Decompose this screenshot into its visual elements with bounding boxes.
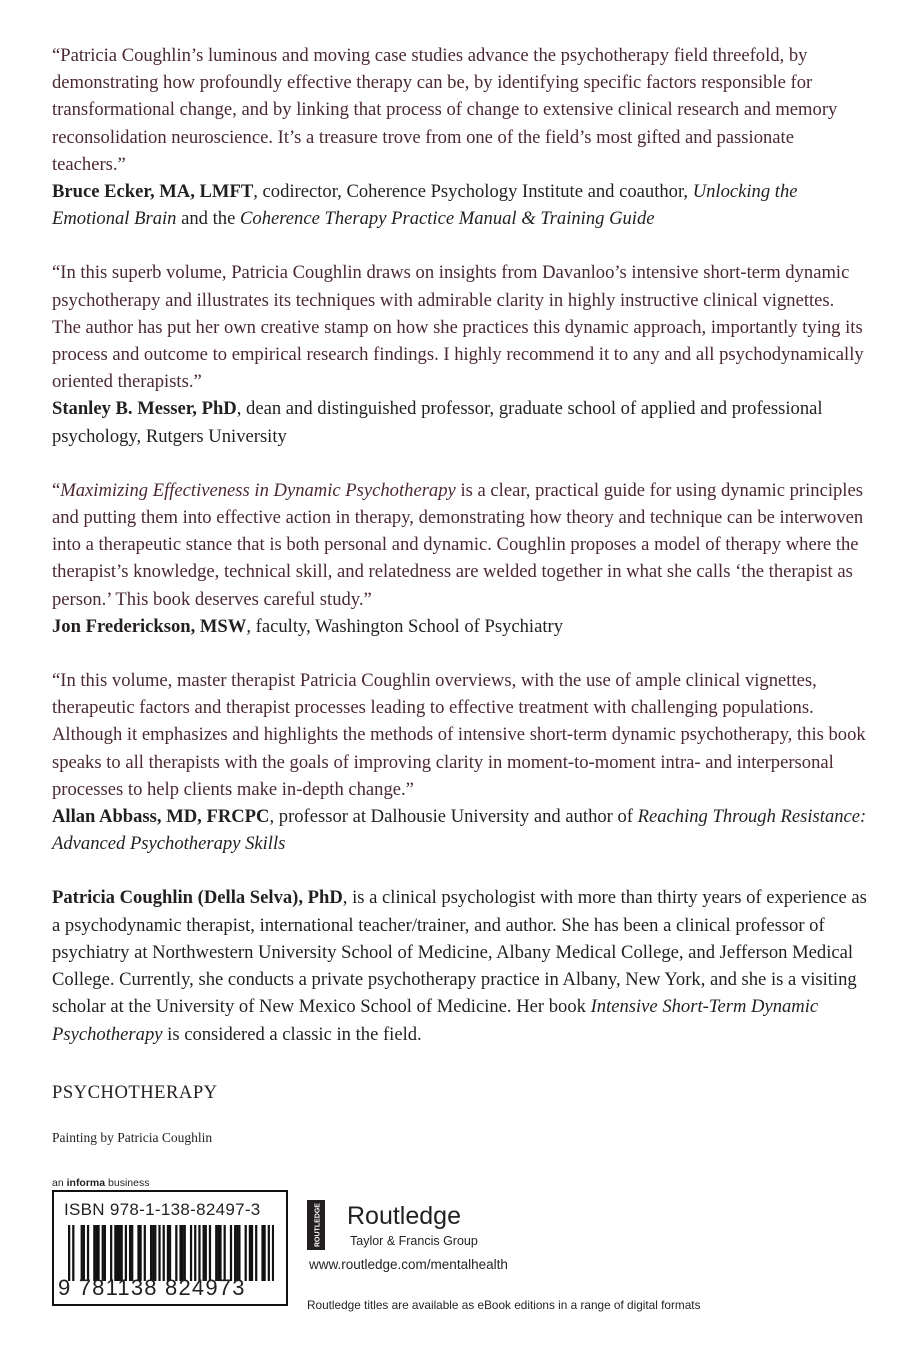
- barcode-bar: [125, 1225, 127, 1281]
- barcode-bar: [179, 1225, 181, 1281]
- barcode-bar: [114, 1225, 116, 1281]
- blurb-abbass: [52, 667, 867, 857]
- blurb-author: Stanley B. Messer, PhD: [52, 398, 237, 420]
- barcode-bar: [116, 1225, 118, 1281]
- cover-credit: Painting by Patricia Coughlin: [52, 1129, 213, 1145]
- barcode-bar: [224, 1225, 226, 1281]
- blurb-attribution: Jon Frederickson, MSW, faculty, Washington School of Psychiatry: [52, 615, 563, 637]
- barcode-bar: [104, 1225, 106, 1281]
- informa-tagline: an informa business: [52, 1177, 150, 1189]
- barcode-bar: [249, 1225, 251, 1281]
- book-title: Intensive Short-Term Dynamic Psychotherapy: [52, 996, 819, 1045]
- blurb-quote: “In this superb volume, Patricia Coughlin draws on insights from Davanloo’s intensive short-term dynamic psychotherapy and illustrates its techniques with admirable clarity in highly instructive clinical vignettes. The author has put her own creative stamp on how she practices this dynamic approach, importantly tying its process and outcome to empirical research findings. I highly recommend it to any and all psychodynamically oriented therapists.”: [52, 262, 864, 393]
- back-cover-text: [52, 42, 867, 1146]
- barcode-bar: [158, 1225, 160, 1281]
- barcode-bar: [118, 1225, 120, 1281]
- publisher-url[interactable]: www.routledge.com/mentalhealth: [309, 1257, 508, 1272]
- barcode-bar: [205, 1225, 207, 1281]
- barcode-bar: [137, 1225, 139, 1281]
- barcode-icon: [68, 1225, 274, 1281]
- barcode-bar: [72, 1225, 74, 1281]
- barcode-bar: [152, 1225, 154, 1281]
- ebook-note: Routledge titles are available as eBook editions in a range of digital formats: [307, 1298, 701, 1312]
- isbn-label: ISBN 978-1-138-82497-3: [64, 1200, 261, 1219]
- blurb-messer: [52, 259, 867, 449]
- subject-category: PSYCHOTHERAPY: [52, 1081, 218, 1103]
- barcode-bar: [194, 1225, 196, 1281]
- barcode-bar: [251, 1225, 253, 1281]
- barcode-bar: [154, 1225, 156, 1281]
- publisher-group: Taylor & Francis Group: [350, 1234, 478, 1248]
- barcode-bar: [230, 1225, 232, 1281]
- barcode-bar: [190, 1225, 192, 1281]
- routledge-logo-icon: [307, 1200, 325, 1250]
- barcode-bar: [175, 1225, 177, 1281]
- blurb-quote: “Maximizing Effectiveness in Dynamic Psychotherapy is a clear, practical guide for using dynamic principles and putting them into effective action in therapy, demonstrating how theory and technique can be interwoven into a therapeutic stance that is both personal and dynamic. Coughlin proposes a model of therapy where the therapist’s knowledge, technical skill, and relatedness are welded together in what she calls ‘the therapist as person.’ This book deserves careful study.”: [52, 479, 864, 610]
- barcode-bar: [129, 1225, 131, 1281]
- barcode-digits: 9 781138 824973: [58, 1275, 246, 1300]
- blurb-ecker: [52, 42, 867, 232]
- book-title: Maximizing Effectiveness in Dynamic Psychotherapy: [60, 479, 456, 501]
- barcode-bar: [110, 1225, 112, 1281]
- barcode-bar: [95, 1225, 97, 1281]
- barcode-bar: [236, 1225, 238, 1281]
- barcode-bar: [182, 1225, 184, 1281]
- barcode-bar: [121, 1225, 123, 1281]
- barcode-bar: [219, 1225, 221, 1281]
- barcode-bar: [144, 1225, 146, 1281]
- barcode-bar: [245, 1225, 247, 1281]
- routledge-spine-text: ROUTLEDGE: [314, 1203, 322, 1247]
- barcode-bar: [198, 1225, 200, 1281]
- barcode-bar: [131, 1225, 133, 1281]
- blurb-author: Jon Frederickson, MSW: [52, 615, 247, 637]
- blurb-frederickson: [52, 477, 867, 640]
- barcode-bar: [261, 1225, 263, 1281]
- book-title: Reaching Through Resistance: Advanced Psychotherapy Skills: [52, 806, 867, 855]
- author-bio: Patricia Coughlin (Della Selva), PhD, is a clinical psychologist with more than thirty years of experience as a psychodynamic therapist, international teacher/trainer, and author. She has been a clinical professor of psychiatry at Northwestern University School of Medicine, Albany Medical College, and Jefferson Medical College. Currently, she conducts a private psychotherapy practice in Albany, New York, and she is a visiting scholar at the University of New Mexico School of Medicine. Her book Intensive Short-Term Dynamic Psychotherapy is considered a classic in the field.: [52, 887, 867, 1045]
- bio-author-name: Patricia Coughlin (Della Selva), PhD: [52, 887, 343, 909]
- barcode-bar: [263, 1225, 265, 1281]
- barcode-bar: [97, 1225, 99, 1281]
- blurb-attribution: Stanley B. Messer, PhD, dean and distinguished professor, graduate school of applied and professional psychology, Rutgers University: [52, 398, 823, 447]
- barcode-bar: [102, 1225, 104, 1281]
- barcode-bar: [150, 1225, 152, 1281]
- book-title: Unlocking the Emotional Brain: [52, 181, 798, 230]
- barcode-bar: [139, 1225, 141, 1281]
- publisher-name: Routledge: [347, 1202, 461, 1230]
- blurb-quote: “In this volume, master therapist Patricia Coughlin overviews, with the use of ample clinical vignettes, therapeutic factors and therapist processes leading to effective treatment with challenging populations. Although it emphasizes and highlights the methods of intensive short-term dynamic psychotherapy, this book speaks to all therapists with the goals of improving clarity in moment-to-moment intra- and interpersonal processes to help clients make in-depth change.”: [52, 670, 866, 800]
- blurb-attribution: Bruce Ecker, MA, LMFT, codirector, Coherence Psychology Institute and coauthor, Unlocking the Emotional Brain and the Coherence Therapy Practice Manual & Training Guide: [52, 181, 798, 230]
- barcode-bar: [81, 1225, 83, 1281]
- barcode-bar: [184, 1225, 186, 1281]
- barcode-bar: [203, 1225, 205, 1281]
- barcode-bar: [272, 1225, 274, 1281]
- barcode-bar: [217, 1225, 219, 1281]
- barcode-bar: [255, 1225, 257, 1281]
- barcode-bar: [215, 1225, 217, 1281]
- barcode-bar: [167, 1225, 169, 1281]
- isbn-barcode-box: [52, 1190, 288, 1306]
- barcode-bar: [238, 1225, 240, 1281]
- barcode-bar: [68, 1225, 70, 1281]
- barcode-bar: [234, 1225, 236, 1281]
- blurb-quote: “Patricia Coughlin’s luminous and moving case studies advance the psychotherapy field threefold, by demonstrating how profoundly effective therapy can be, by identifying specific factors responsible for transformational change, and by linking that process of change to extensive clinical research and memory reconsolidation neuroscience. It’s a treasure trove from one of the field’s most gifted and passionate teachers.”: [52, 45, 838, 175]
- barcode-bar: [87, 1225, 89, 1281]
- blurb-author: Bruce Ecker, MA, LMFT: [52, 181, 254, 203]
- blurb-attribution: Allan Abbass, MD, FRCPC, professor at Dalhousie University and author of Reaching Through Resistance: Advanced Psychotherapy Skills: [52, 806, 867, 855]
- barcode-bar: [209, 1225, 211, 1281]
- barcode-bar: [268, 1225, 270, 1281]
- barcode-bar: [163, 1225, 165, 1281]
- barcode-bar: [83, 1225, 85, 1281]
- barcode-bar: [93, 1225, 95, 1281]
- blurb-author: Allan Abbass, MD, FRCPC: [52, 806, 270, 828]
- barcode-bar: [169, 1225, 171, 1281]
- book-title: Coherence Therapy Practice Manual & Training Guide: [240, 208, 655, 230]
